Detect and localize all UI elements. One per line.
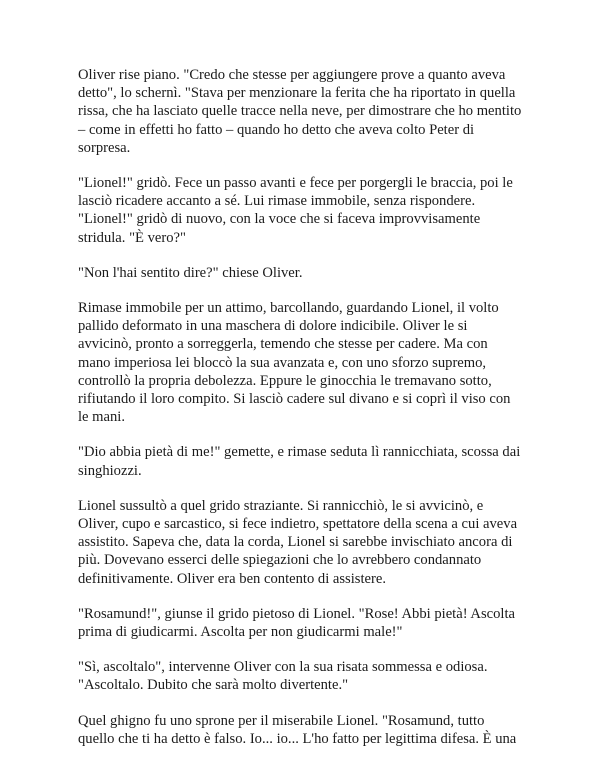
text-line: Rimase immobile per un attimo, barcollando, guardando Lionel, il volto	[78, 300, 499, 317]
text-line: "Rosamund!", giunse il grido pietoso di Lionel. "Rose! Abbi pietà! Ascolta	[78, 605, 515, 622]
paragraph-8	[78, 658, 530, 694]
text-line: assistito. Sapeva che, data la corda, Lionel si sarebbe invischiato ancora di	[78, 534, 513, 551]
text-line: rissa, che ha lasciato quelle tracce nella neve, per dimostrare che ho mentito	[78, 103, 522, 120]
text-line: Oliver, cupo e sarcastico, si fece indietro, spettatore della scena a cui aveva	[78, 516, 518, 533]
text-line: più. Dovevano esserci delle spiegazioni che lo avrebbero condannato	[78, 552, 482, 569]
text-line: "Ascoltalo. Dubito che sarà molto divertente."	[78, 677, 349, 694]
paragraph-6	[78, 497, 530, 588]
text-line: "Sì, ascoltalo", intervenne Oliver con la sua risata sommessa e odiosa.	[78, 659, 488, 676]
text-line: sorpresa.	[78, 139, 131, 156]
text-line: singhiozzi.	[78, 462, 142, 479]
paragraph-5	[78, 443, 530, 479]
paragraph-4	[78, 299, 530, 426]
paragraph-7	[78, 605, 530, 641]
paragraph-2	[78, 174, 530, 247]
text-line: mano imperiosa lei bloccò la sua avanzata e, con uno sforzo supremo,	[78, 354, 487, 371]
text-line: stridula. "È vero?"	[78, 229, 186, 246]
paragraph-1	[78, 66, 530, 157]
text-line: Oliver rise piano. "Credo che stesse per aggiungere prove a quanto aveva	[78, 67, 506, 83]
text-line: detto", lo schernì. "Stava per menzionare la ferita che ha riportato in quella	[78, 85, 516, 102]
text-line: pallido deformato in una maschera di dolore indicibile. Oliver le si	[78, 318, 468, 335]
text-line: avvicinò, pronto a sorreggerla, temendo che stesse per cadere. Ma con	[78, 336, 488, 353]
paragraph-9	[78, 712, 530, 748]
document-page	[78, 66, 530, 765]
text-line: lasciò ricadere accanto a sé. Lui rimase immobile, senza rispondere.	[78, 193, 476, 210]
text-line: definitivamente. Oliver era ben contento di assistere.	[78, 570, 386, 587]
text-line: rifiutando il loro compito. Si lasciò cadere sul divano e si coprì il viso con	[78, 391, 511, 408]
text-line: Lionel sussultò a quel grido straziante. Si rannicchiò, le si avvicinò, e	[78, 497, 484, 514]
text-line: "Dio abbia pietà di me!" gemette, e rimase seduta lì rannicchiata, scossa dai	[78, 444, 521, 461]
text-line: "Lionel!" gridò. Fece un passo avanti e fece per porgergli le braccia, poi le	[78, 175, 513, 192]
text-line: prima di giudicarmi. Ascolta per non giudicarmi male!"	[78, 624, 403, 641]
text-line: quello che ti ha detto è falso. Io... io... L'ho fatto per legittima difesa. È una	[78, 730, 517, 747]
paragraph-3	[78, 264, 530, 282]
text-line: – come in effetti ho fatto – quando ho detto che aveva colto Peter di	[78, 121, 475, 138]
text-line: le mani.	[78, 409, 126, 426]
text-line: Quel ghigno fu uno sprone per il miserabile Lionel. "Rosamund, tutto	[78, 712, 485, 729]
text-line: "Non l'hai sentito dire?" chiese Oliver.	[78, 264, 303, 281]
text-line: controllò la propria debolezza. Eppure le ginocchia le tremavano sotto,	[78, 372, 492, 389]
text-line: "Lionel!" gridò di nuovo, con la voce che si faceva improvvisamente	[78, 211, 481, 228]
